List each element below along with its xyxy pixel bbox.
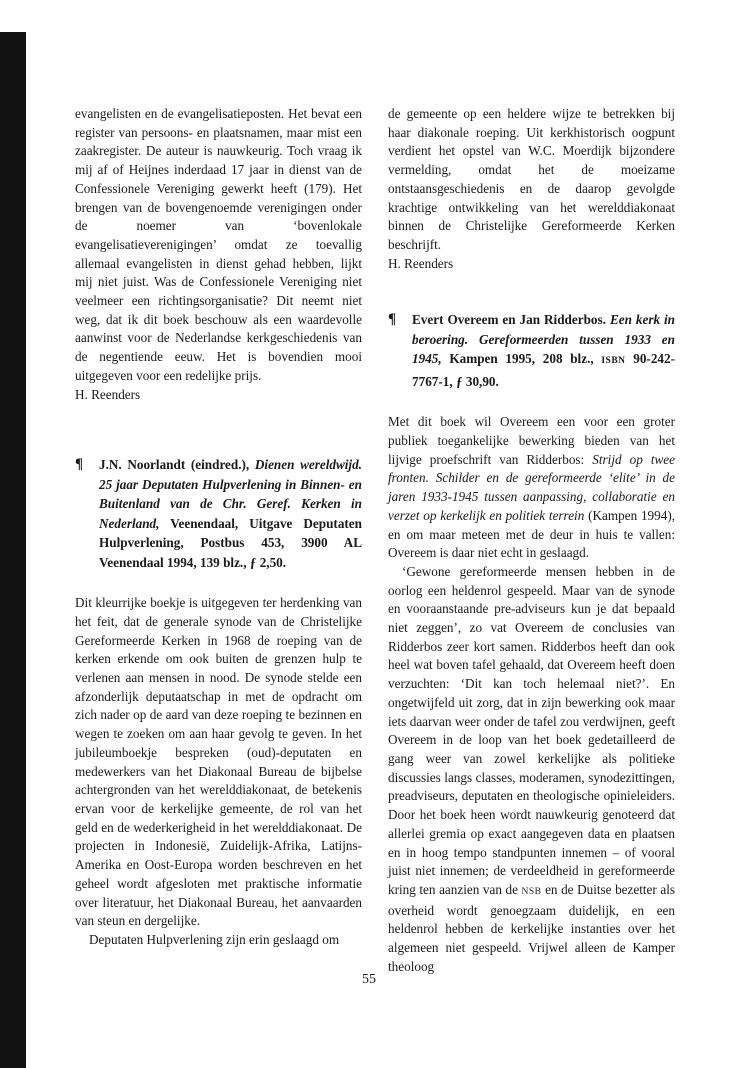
isbn-label: ISBN bbox=[601, 356, 626, 367]
entry-isbn: 90-242-7767-1, ƒ 30,90. bbox=[412, 351, 675, 389]
entry-title: Dienen wereldwijd. 25 jaar Deputaten Hulpverlening in Binnen- en Buitenland van de Chr. Geref. Kerken in Nederland, bbox=[99, 457, 362, 531]
scan-edge-bar bbox=[0, 32, 26, 1068]
pilcrow-icon: ¶ bbox=[388, 311, 397, 328]
left-column bbox=[75, 105, 362, 950]
review-paragraph: Deputaten Hulpverlening zijn erin geslaagd om bbox=[89, 931, 340, 947]
review-text: Met dit boek wil Overeem een voor een groter publiek toegankelijke bewerking bieden van het lijvige proefschrift van Ridderbos: bbox=[388, 414, 675, 467]
nsb-abbreviation: NSB bbox=[521, 886, 542, 897]
entry-publication: Kampen 1995, 208 blz., bbox=[449, 351, 594, 367]
review-end-paragraph: evangelisten en de evangelisatieposten. Het bevat een register van persoons- en plaatsnamen, maar mist een zaakregister. De auteur is nauwkeurig. Toch vraag ik mij af of Heijnes inderdaad 17 jaar in dienst van de Confessionele Vereniging gewerkt heeft (179). Het brengen van de bovengenoemde verenigingen onder de noemer van ‘bovenlokale evangelisatieverenigingen’ omdat ze toevallig allemaal evangelisten in dienst gehad hebben, lijkt mij niet juist. Was de Confessionele Vereniging niet veelmeer een richtingsorganisatie? Dit neemt niet weg, dat ik dit boek beschouw als een waardevolle aanwinst voor de Nederlandse kerkgeschiedenis van de negentiende eeuw. Het is bovendien mooi uitgegeven voor een redelijke prijs. bbox=[75, 106, 362, 383]
page-number: 55 bbox=[362, 972, 376, 987]
review-continuation-paragraph: de gemeente op een heldere wijze te betrekken bij haar diakonale roeping. Uit kerkhistorisch oogpunt verdient het opstel van W.C. Moerdijk bijzondere vermelding, omdat het de moeizame ontstaansgeschiedenis en de daarop gevolgde krachtige ontwikkeling van het werelddiakonaat binnen de Christelijke Gereformeerde Kerken beschrijft. bbox=[388, 106, 675, 252]
cited-title: Strijd op twee fronten. Schilder en de gereformeerde ‘elite’ in de jaren 1933-1945 tussen aanpassing, collaboratie en verzet op kerkelijk en politiek terrein bbox=[388, 451, 675, 523]
review-paragraph bbox=[388, 413, 675, 563]
review-text: (Kampen 1994), en om maar meteen met de deur in huis te vallen: Overeem is daar niet echt in geslaagd. bbox=[388, 507, 676, 561]
entry-author: J.N. Noorlandt (eindred.), bbox=[99, 457, 250, 473]
reviewer-signature: H. Reenders bbox=[388, 255, 454, 271]
review-paragraph bbox=[388, 563, 675, 976]
book-entry-heading bbox=[412, 310, 675, 391]
entry-publication: Veenendaal, Uitgave Deputaten Hulpverlening, Postbus 453, 3900 AL Veenendaal 1994, 139 blz., ƒ 2,50. bbox=[99, 515, 362, 570]
pilcrow-icon: ¶ bbox=[75, 456, 84, 473]
entry-author: Evert Overeem en Jan Ridderbos. bbox=[412, 312, 606, 328]
book-entry-heading bbox=[99, 455, 362, 572]
entry-title: Een kerk in beroering. Gereformeerden tussen 1933 en 1945, bbox=[412, 312, 676, 367]
reviewer-signature: H. Reenders bbox=[75, 386, 141, 402]
book-entry-overeem bbox=[388, 310, 675, 391]
review-paragraph: Dit kleurrijke boekje is uitgegeven ter herdenking van het feit, dat de generale synode van de Christelijke Gereformeerde Kerken in 1968 de roeping van de kerken erkende om ook buiten de grenzen hulp te verlenen aan mensen in nood. De synode stelde een afzonderlijk deputaatschap in met de opdracht om zich nader op de aard van deze roeping te bezinnen en wegen te zoeken om aan haar gevolg te geven. In het jubileumboekje bespreken (oud)-deputaten en medewerkers van het Diakonaal Bureau de bijbelse achtergronden van het werelddiakonaat, de betekenis ervan voor de kerkelijke gemeente, de rol van het geld en de wederkerigheid in het werelddiakonaat. De projecten in Indonesië, Zuidelijk-Afrika, Latijns-Amerika en Oost-Europa worden beschreven en het geheel wordt afgesloten met praktische informatie over literatuur, het Diakonaal Bureau, het aanvaarden van steun en dergelijke. bbox=[75, 595, 362, 929]
book-entry-noorlandt bbox=[75, 455, 362, 572]
review-text: ‘Gewone gereformeerde mensen hebben in de oorlog een heldenrol gespeeld. Maar van de synode en vooraanstaande pre-adviseurs kun je dat bepaald niet zeggen’, zo vat Overeem de conclusies van Ridderbos zeer kort samen. Ridderbos heeft dan ook heel wat boven tafel gehaald, dat Overeem heeft doen verzuchten: ‘Dit kan toch helemaal niet?’. En ongetwijfeld uit zorg, dat in zijn bewerking ook maar iets daarvan weer onder de tafel zou verdwijnen, geeft Overeem in de loop van het boek gedetailleerd de gang weer van zowel kerkelijke als politieke discussies langs classes, moderamen, synodezittingen, preadviseurs, deputaten en theologische opinieleiders. Door het boek heen wordt nauwkeurig genoteerd dat allerlei gremia op exact aangegeven data en plaatsen en in hoog tempo standpunten innemen – of vooral juist niet innemen; de verdeeldheid in gereformeerde kring ten aanzien van de bbox=[388, 563, 675, 897]
review-text: en de Duitse bezetter als overheid wordt genoegzaam duidelijk, en een heldenrol hebben de kerkelijke instanties over het algemeen niet gespeeld. Vrijwel alleen de Kamper theoloog bbox=[388, 881, 676, 974]
right-column bbox=[388, 105, 675, 976]
